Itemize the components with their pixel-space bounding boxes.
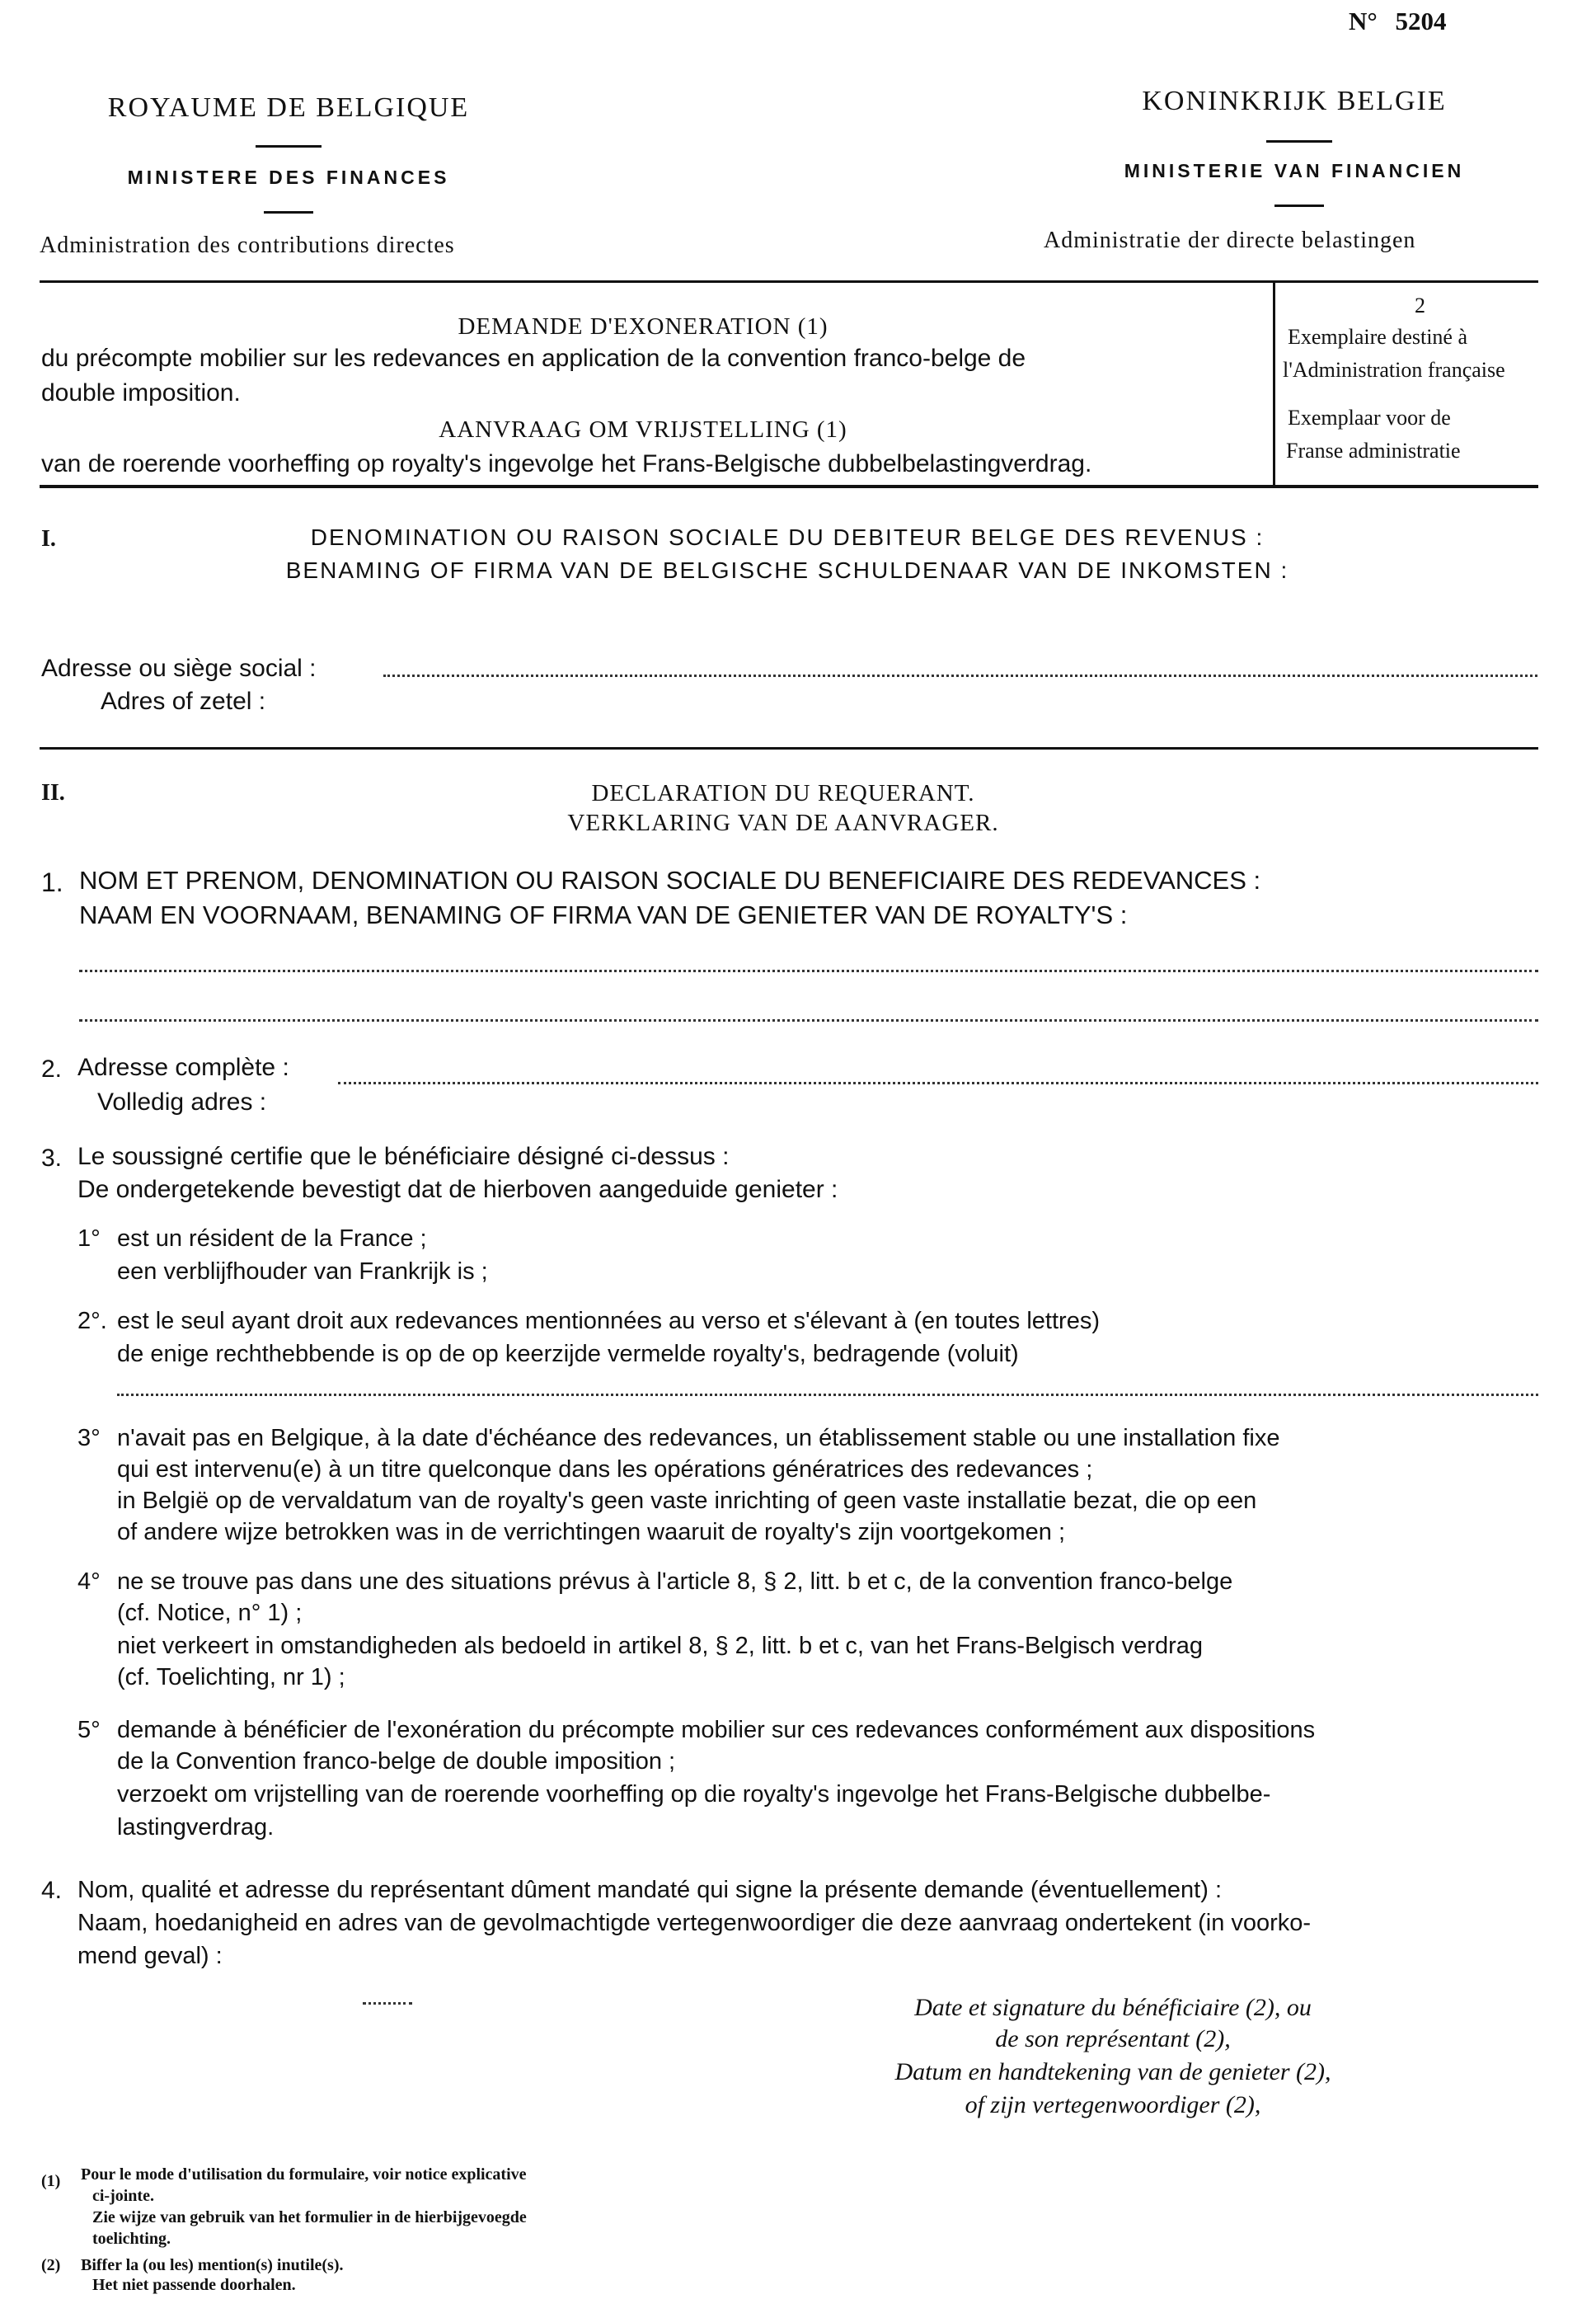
item-2-nl: Volledig adres : [97, 1088, 267, 1116]
footnote-1-nl-1: Zie wijze van gebruik van het formulier in de hierbijgevoegde [92, 2208, 527, 2226]
item-3-nl: De ondergetekende bevestigt dat de hierboven aangeduide genieter : [77, 1176, 838, 1203]
sub-4-number: 4° [77, 1568, 101, 1595]
ministry-fr: MINISTERE DES FINANCES [127, 167, 450, 188]
section-2-numeral: II. [41, 780, 65, 806]
sub-3-nl-1: in België op de vervaldatum van de royalty's geen vaste inrichting of geen vaste installatie bezat, die op een [117, 1488, 1257, 1514]
title-nl-text: van de roerende voorheffing op royalty's ingevolge het Frans-Belgische dubbelbelastingverdrag. [41, 450, 1092, 477]
kingdom-fr: ROYAUME DE BELGIQUE [107, 92, 470, 123]
copy-fr-2: l'Administration française [1283, 358, 1505, 382]
item-1-number: 1. [41, 867, 63, 897]
sub-1-nl: een verblijfhouder van Frankrijk is ; [117, 1258, 488, 1285]
rule [256, 145, 322, 148]
item-4-nl-1: Naam, hoedanigheid en adres van de gevolmachtigde vertegenwoordiger die deze aanvraag ondertekent (in voorko- [77, 1910, 1312, 1936]
sub-2-fr: est le seul ayant droit aux redevances mentionnées au verso et s'élevant à (en toutes lettres) [117, 1308, 1100, 1334]
title-fr-text-1: du précompte mobilier sur les redevances en application de la convention franco-belge de [41, 345, 1026, 372]
title-box-top-rule [40, 280, 1538, 283]
title-fr-text-2: double imposition. [41, 379, 241, 407]
footnote-1-fr-1: Pour le mode d'utilisation du formulaire, voir notice explicative [81, 2165, 527, 2184]
address-label-fr: Adresse ou siège social : [41, 655, 317, 682]
number-value: 5204 [1395, 7, 1447, 35]
item-3-fr: Le soussigné certifie que le bénéficiaire désigné ci-dessus : [77, 1143, 730, 1170]
title-nl: AANVRAAG OM VRIJSTELLING (1) [439, 416, 847, 443]
sub-3-fr-1: n'avait pas en Belgique, à la date d'échéance des redevances, un établissement stable ou une installation fixe [117, 1425, 1280, 1451]
footnote-1-fr-2: ci-jointe. [92, 2187, 154, 2205]
title-fr: DEMANDE D'EXONERATION (1) [458, 313, 829, 340]
section-1-heading-nl: BENAMING OF FIRMA VAN DE BELGISCHE SCHULDENAAR VAN DE INKOMSTEN : [285, 557, 1289, 583]
beneficiary-address-field[interactable] [338, 1082, 1538, 1084]
footnote-1-mark: (1) [41, 2172, 61, 2190]
sub-4-fr-2: (cf. Notice, n° 1) ; [117, 1600, 303, 1626]
item-4-nl-2: mend geval) : [77, 1943, 223, 1969]
sub-3-number: 3° [77, 1425, 101, 1451]
section-2-heading-nl: VERKLARING VAN DE AANVRAGER. [567, 810, 999, 836]
sub-5-nl-2: lastingverdrag. [117, 1814, 275, 1841]
section-1-bottom-rule [40, 747, 1538, 750]
sub-1-fr: est un résident de la France ; [117, 1225, 427, 1252]
copy-nl-2: Franse administratie [1286, 439, 1461, 463]
item-2-number: 2. [41, 1055, 63, 1083]
signature-fr-2: de son représentant (2), [995, 2025, 1231, 2052]
rule [1274, 205, 1324, 207]
section-2-heading-fr: DECLARATION DU REQUERANT. [591, 780, 975, 806]
sub-2-number: 2°. [77, 1308, 107, 1334]
footnote-2-nl: Het niet passende doorhalen. [92, 2276, 296, 2294]
sub-4-nl-2: (cf. Toelichting, nr 1) ; [117, 1664, 345, 1690]
signature-fr-1: Date et signature du bénéficiaire (2), ou [914, 1994, 1312, 2021]
item-4-fr: Nom, qualité et adresse du représentant dûment mandaté qui signe la présente demande (éventuellement) : [77, 1877, 1223, 1903]
rule [264, 211, 313, 214]
title-box-divider [1273, 280, 1275, 485]
sub-4-nl-1: niet verkeert in omstandigheden als bedoeld in artikel 8, § 2, litt. b et c, van het Frans-Belgisch verdrag [117, 1633, 1203, 1659]
beneficiary-name-field-1[interactable] [79, 970, 1538, 972]
sub-4-fr-1: ne se trouve pas dans une des situations prévus à l'article 8, § 2, litt. b et c, de la convention franco-belge [117, 1568, 1233, 1595]
ministry-nl: MINISTERIE VAN FINANCIEN [1124, 160, 1465, 181]
administration-fr: Administration des contributions directes [40, 233, 455, 258]
footnote-2-fr: Biffer la (ou les) mention(s) inutile(s). [81, 2256, 344, 2274]
footnote-1-nl-2: toelichting. [92, 2230, 171, 2248]
section-1-heading-fr: DENOMINATION OU RAISON SOCIALE DU DEBITEUR BELGE DES REVENUS : [310, 524, 1265, 550]
signature-nl-1: Datum en handtekening van de genieter (2), [894, 2058, 1331, 2085]
sub-3-nl-2: of andere wijze betrokken was in de verrichtingen waaruit de royalty's zijn voortgekomen ; [117, 1519, 1066, 1545]
item-2-fr: Adresse complète : [77, 1054, 289, 1081]
amount-in-words-field[interactable] [117, 1394, 1538, 1396]
kingdom-nl: KONINKRIJK BELGIE [1142, 86, 1447, 116]
number-label: N° [1349, 7, 1378, 35]
copy-nl-1: Exemplaar voor de [1288, 406, 1451, 430]
copy-number: 2 [1415, 294, 1425, 317]
section-1-numeral: I. [41, 526, 56, 552]
sub-5-fr-2: de la Convention franco-belge de double imposition ; [117, 1748, 676, 1775]
beneficiary-name-field-2[interactable] [79, 1019, 1538, 1022]
rule [1266, 140, 1332, 143]
address-label-nl: Adres of zetel : [101, 688, 266, 715]
address-field[interactable] [383, 675, 1537, 677]
copy-fr-1: Exemplaire destiné à [1288, 325, 1468, 349]
item-3-number: 3. [41, 1145, 63, 1172]
sub-1-number: 1° [77, 1225, 101, 1252]
document-number [1349, 7, 1447, 36]
signature-nl-2: of zijn vertegenwoordiger (2), [965, 2091, 1261, 2118]
item-1-fr: NOM ET PRENOM, DENOMINATION OU RAISON SOCIALE DU BENEFICIAIRE DES REDEVANCES : [79, 866, 1261, 895]
title-box-bottom-rule [40, 485, 1538, 488]
sub-2-nl: de enige rechthebbende is op de op keerzijde vermelde royalty's, bedragende (voluit) [117, 1341, 1019, 1367]
item-4-number: 4. [41, 1877, 63, 1904]
representant-field[interactable] [363, 2002, 412, 2005]
item-1-nl: NAAM EN VOORNAAM, BENAMING OF FIRMA VAN DE GENIETER VAN DE ROYALTY'S : [79, 900, 1128, 929]
sub-5-fr-1: demande à bénéficier de l'exonération du précompte mobilier sur ces redevances conformément aux dispositions [117, 1717, 1316, 1743]
footnote-2-mark: (2) [41, 2256, 61, 2274]
sub-5-nl-1: verzoekt om vrijstelling van de roerende voorheffing op die royalty's ingevolge het Frans-Belgische dubbelbe- [117, 1781, 1271, 1808]
sub-5-number: 5° [77, 1717, 101, 1743]
administration-nl: Administratie der directe belastingen [1044, 228, 1416, 253]
sub-3-fr-2: qui est intervenu(e) à un titre quelconque dans les opérations génératrices des redevances ; [117, 1456, 1093, 1483]
